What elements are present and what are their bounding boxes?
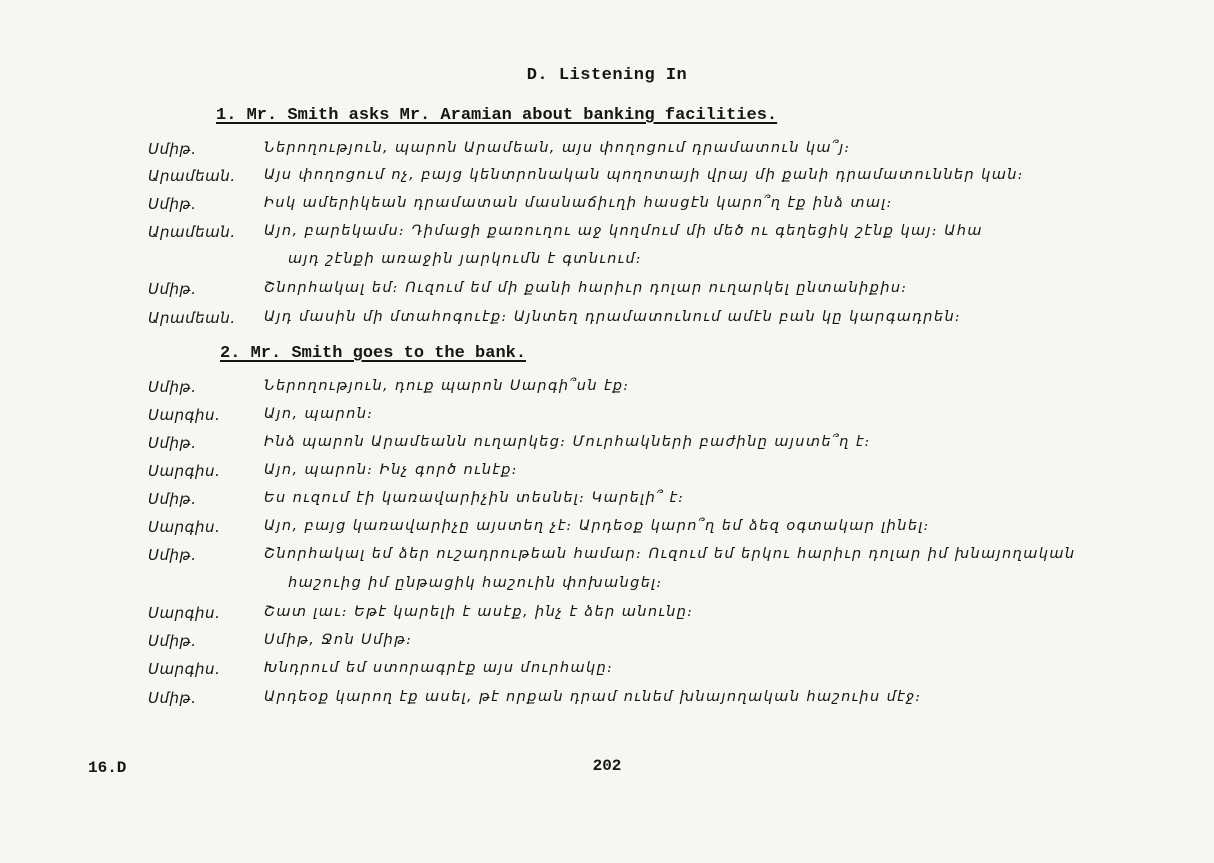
speaker-name: Սմիթ․ bbox=[148, 434, 197, 452]
speaker-name: Սարգիս․ bbox=[148, 462, 221, 480]
dialogue-1-heading: 1. Mr. Smith asks Mr. Aramian about banking facilities. bbox=[216, 106, 778, 125]
dialogue-text: Այս փողոցում ոչ, բայց կենտրոնական պողոտայի վրայ մի քանի դրամատուններ կան։ bbox=[264, 167, 1025, 183]
dialogue-line bbox=[0, 140, 1214, 166]
dialogue-line bbox=[0, 280, 1214, 306]
speaker-name: Սմիթ․ bbox=[148, 546, 197, 564]
dialogue-line bbox=[0, 434, 1214, 460]
dialogue-line bbox=[0, 546, 1214, 572]
speaker-name: Սմիթ․ bbox=[148, 280, 197, 298]
dialogue-text: Այո, բարեկամս։ Դիմացի քառուղու աջ կողմում մի մեծ ու գեղեցիկ շէնք կայ։ Ահա bbox=[264, 223, 983, 239]
dialogue-text: Ներողություն, պարոն Արամեան, այս փողոցում դրամատուն կա՞յ։ bbox=[264, 140, 851, 156]
dialogue-line bbox=[0, 462, 1214, 488]
speaker-name: Սարգիս․ bbox=[148, 518, 221, 536]
section-title: D. Listening In bbox=[526, 66, 688, 85]
dialogue-2-heading: 2. Mr. Smith goes to the bank. bbox=[220, 344, 527, 363]
dialogue-line bbox=[0, 309, 1214, 335]
speaker-name: Սարգիս․ bbox=[148, 406, 221, 424]
dialogue-line-continuation bbox=[0, 575, 1214, 601]
dialogue-text: Սմիթ, Ջոն Սմիթ։ bbox=[264, 632, 413, 648]
dialogue-text: Շատ լաւ։ Եթէ կարելի է ասէք, ինչ է ձեր անունը։ bbox=[264, 604, 694, 620]
dialogue-text: Շնորհակալ եմ ձեր ուշադրութեան համար։ Ուզում եմ երկու հարիւր դոլար իմ խնայողական bbox=[264, 546, 1076, 562]
dialogue-line bbox=[0, 167, 1214, 193]
speaker-name: Սմիթ․ bbox=[148, 490, 197, 508]
dialogue-text: այդ շէնքի առաջին յարկումն է գտնւում։ bbox=[288, 251, 643, 267]
dialogue-text: Այո, բայց կառավարիչը այստեղ չէ։ Արդեօք կարո՞ղ եմ ձեզ օգտակար լինել։ bbox=[264, 518, 931, 534]
dialogue-line bbox=[0, 604, 1214, 630]
page-number: 202 bbox=[592, 757, 622, 775]
dialogue-text: Այո, պարոն։ Ինչ գործ ունէք։ bbox=[264, 462, 519, 478]
speaker-name: Սմիթ․ bbox=[148, 632, 197, 650]
dialogue-line bbox=[0, 406, 1214, 432]
speaker-name: Սմիթ․ bbox=[148, 689, 197, 707]
dialogue-text: Արդեօք կարող էք ասել, թէ որքան դրամ ունեմ խնայողական հաշուիս մէջ։ bbox=[264, 689, 922, 705]
unit-label: 16.D bbox=[88, 759, 127, 777]
dialogue-text: հաշուից իմ ընթացիկ հաշուին փոխանցել։ bbox=[288, 575, 663, 591]
speaker-name: Սմիթ․ bbox=[148, 378, 197, 396]
dialogue-line bbox=[0, 490, 1214, 516]
dialogue-line bbox=[0, 660, 1214, 686]
dialogue-line bbox=[0, 195, 1214, 221]
dialogue-text: Այդ մասին մի մտահոգուէք։ Այնտեղ դրամատունում ամէն բան կը կարգադրեն։ bbox=[264, 309, 962, 325]
dialogue-text: Այո, պարոն։ bbox=[264, 406, 374, 422]
speaker-name: Արամեան․ bbox=[148, 223, 236, 241]
dialogue-text: Շնորհակալ եմ։ Ուզում եմ մի քանի հարիւր դոլար ուղարկել ընտանիքիս։ bbox=[264, 280, 908, 296]
dialogue-line-continuation bbox=[0, 251, 1214, 277]
dialogue-text: Խնդրում եմ ստորագրէք այս մուրհակը։ bbox=[264, 660, 614, 676]
dialogue-line bbox=[0, 632, 1214, 658]
speaker-name: Արամեան․ bbox=[148, 309, 236, 327]
dialogue-text: Ես ուզում էի կառավարիչին տեսնել։ Կարելի՞ է։ bbox=[264, 490, 685, 506]
dialogue-text: Ինձ պարոն Արամեանն ուղարկեց։ Մուրհակների բաժինը այստե՞ղ է։ bbox=[264, 434, 872, 450]
speaker-name: Սարգիս․ bbox=[148, 604, 221, 622]
dialogue-line bbox=[0, 378, 1214, 404]
speaker-name: Սմիթ․ bbox=[148, 195, 197, 213]
dialogue-line bbox=[0, 689, 1214, 715]
dialogue-line bbox=[0, 518, 1214, 544]
speaker-name: Արամեան․ bbox=[148, 167, 236, 185]
speaker-name: Սմիթ․ bbox=[148, 140, 197, 158]
dialogue-line bbox=[0, 223, 1214, 249]
dialogue-text: Ներողություն, դուք պարոն Սարգի՞սն էք։ bbox=[264, 378, 630, 394]
dialogue-text: Իսկ ամերիկեան դրամատան մասնաճիւղի հասցէն կարո՞ղ էք ինձ տալ։ bbox=[264, 195, 894, 211]
speaker-name: Սարգիս․ bbox=[148, 660, 221, 678]
